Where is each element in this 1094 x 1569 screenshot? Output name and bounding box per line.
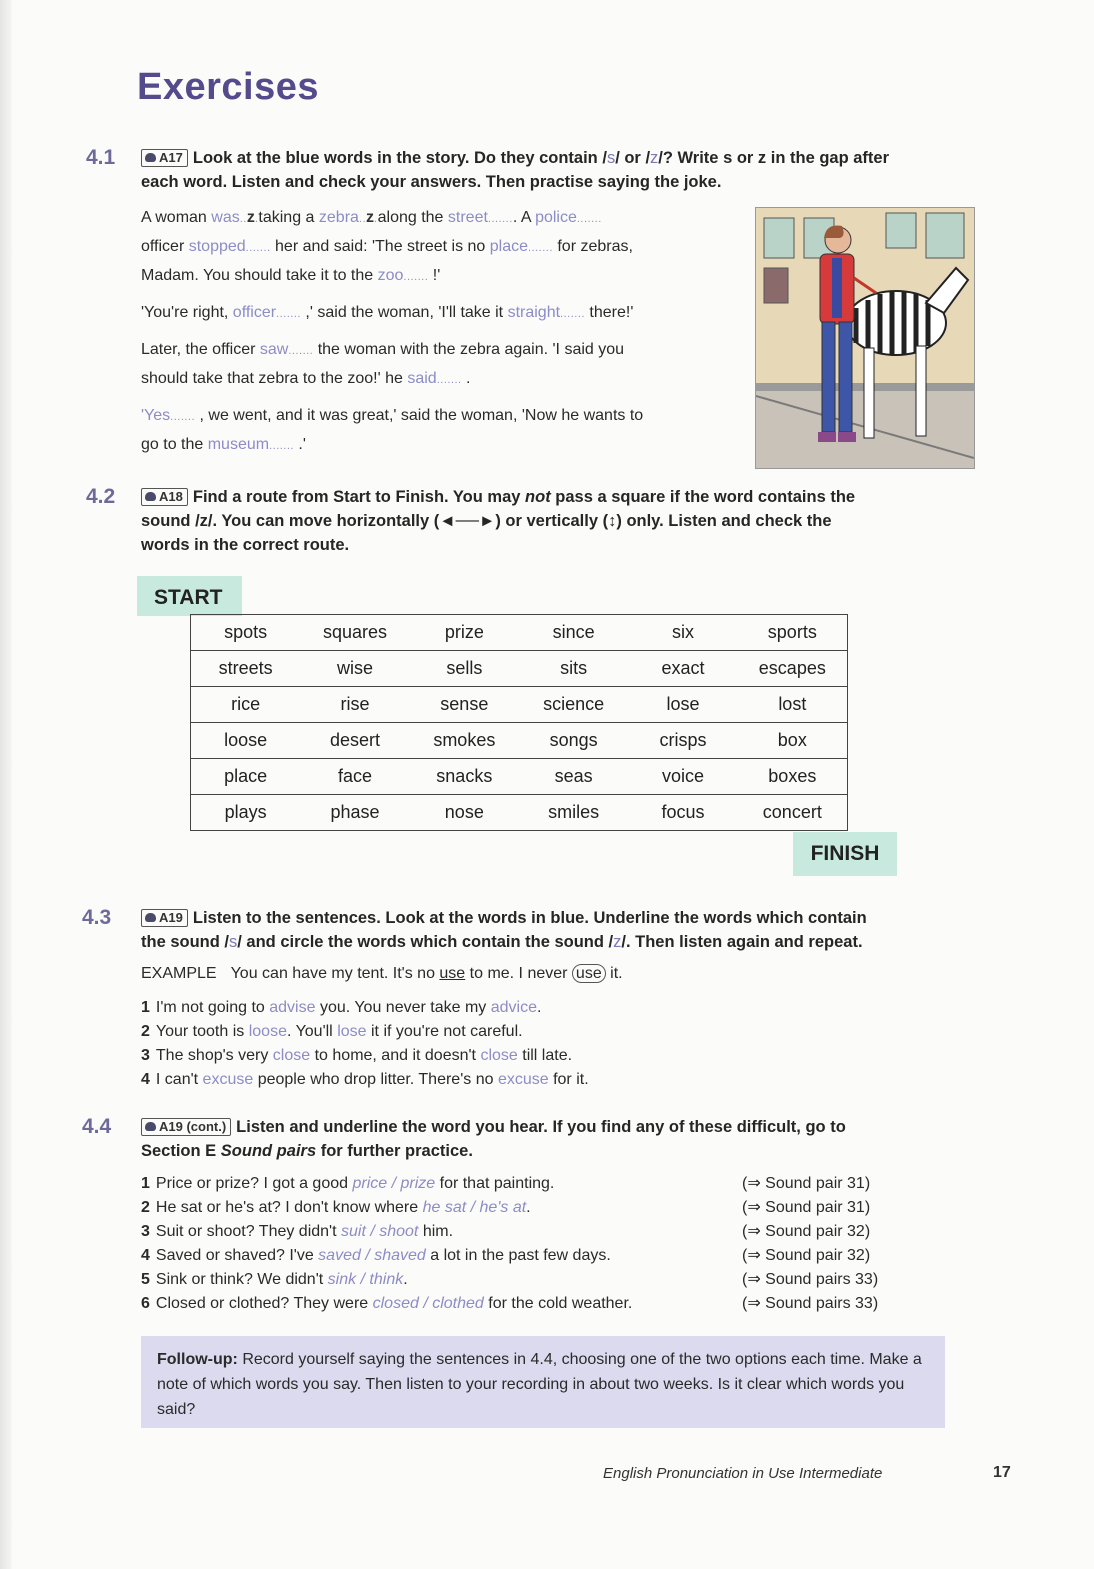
grid-cell: six (628, 615, 737, 651)
grid-cell: lost (738, 687, 848, 723)
sound-pair-reference: (⇒ Sound pair 31) (742, 1175, 871, 1192)
book-title: English Pronunciation in Use Intermediate (603, 1465, 883, 1482)
sound-pair-reference: (⇒ Sound pairs 33) (742, 1271, 879, 1288)
list-item: 2 He sat or he's at? I don't know where he sat / he's at. (141, 1199, 531, 1216)
exercise-number: 4.3 (82, 906, 112, 929)
grid-cell: lose (628, 687, 737, 723)
word-maze-grid (190, 614, 848, 831)
grid-cell: streets (191, 651, 301, 687)
sound-pair-reference: (⇒ Sound pair 32) (742, 1223, 871, 1240)
list-item: 3 The shop's very close to home, and it doesn't close till late. (141, 1047, 573, 1064)
list-item: 1 Price or prize? I got a good price / prize for that painting. (141, 1175, 555, 1192)
grid-cell: phase (300, 795, 409, 831)
start-label: START (137, 576, 242, 616)
grid-cell: wise (300, 651, 409, 687)
list-item: 2 Your tooth is loose. You'll lose it if you're not careful. (141, 1023, 523, 1040)
page-title: Exercises (137, 66, 319, 108)
story-paragraph: 'You're right, officer....... ,' said the woman, 'I'll take it straight....... there!' (141, 304, 634, 321)
horizontal-arrow-icon: ◄──► (439, 512, 496, 530)
exercise-instruction: A17 Look at the blue words in the story. Do they contain /s/ or /z/? Write s or z in the gap after each word. Listen and check your answers. Then practise saying the joke. (141, 149, 890, 191)
sound-pair-reference: (⇒ Sound pairs 33) (742, 1295, 879, 1312)
grid-cell: nose (410, 795, 519, 831)
woman-with-zebra-illustration (755, 207, 975, 469)
exercise-instruction: A18 Find a route from Start to Finish. You may not pass a square if the word contains the sound /z/. You can move horizontally (◄──►) or vertically (↕) only. Listen and check the words in the correct route. (141, 488, 856, 554)
grid-cell: since (519, 615, 628, 651)
grid-cell: smokes (410, 723, 519, 759)
sound-pair-reference: (⇒ Sound pair 31) (742, 1199, 871, 1216)
grid-cell: place (191, 759, 301, 795)
finish-label: FINISH (793, 832, 897, 876)
list-item: 1 I'm not going to advise you. You never take my advice. (141, 999, 542, 1016)
grid-cell: rise (300, 687, 409, 723)
grid-cell: seas (519, 759, 628, 795)
grid-cell: focus (628, 795, 737, 831)
audio-track-badge[interactable]: A18 (141, 488, 188, 506)
grid-row (191, 651, 848, 687)
exercise-instruction: A19 (cont.) Listen and underline the word you hear. If you find any of these difficult, go to Section E Sound pairs for further practice. (141, 1118, 846, 1160)
grid-cell: plays (191, 795, 301, 831)
story-paragraph: A woman was..z.taking a zebra..z.along the street........ A police....... officer stopped....... her and said: 'The street is no place....... for zebras, Madam. You should take it to the zoo....... !' (141, 209, 633, 284)
grid-row (191, 723, 848, 759)
follow-up-box: Follow-up: Record yourself saying the sentences in 4.4, choosing one of the two options each time. Make a note of which words you say. Then listen to your recording in about two weeks. Is it clear which words you said? (141, 1336, 945, 1428)
audio-track-badge[interactable]: A19 (cont.) (141, 1118, 231, 1136)
grid-cell: exact (628, 651, 737, 687)
grid-cell: spots (191, 615, 301, 651)
list-item: 4 I can't excuse people who drop litter. There's no excuse for it. (141, 1071, 589, 1088)
grid-row (191, 795, 848, 831)
grid-cell: box (738, 723, 848, 759)
audio-track-badge[interactable]: A17 (141, 149, 188, 167)
grid-cell: snacks (410, 759, 519, 795)
grid-row (191, 759, 848, 795)
grid-cell: loose (191, 723, 301, 759)
grid-cell: voice (628, 759, 737, 795)
grid-cell: escapes (738, 651, 848, 687)
grid-cell: sells (410, 651, 519, 687)
grid-cell: sports (738, 615, 848, 651)
list-item: 4 Saved or shaved? I've saved / shaved a lot in the past few days. (141, 1247, 611, 1264)
grid-cell: rice (191, 687, 301, 723)
grid-cell: boxes (738, 759, 848, 795)
grid-cell: songs (519, 723, 628, 759)
grid-row (191, 615, 848, 651)
grid-cell: sense (410, 687, 519, 723)
grid-cell: smiles (519, 795, 628, 831)
vertical-arrow-icon: ↕ (608, 512, 617, 530)
story-text (141, 204, 716, 460)
story-paragraph: 'Yes....... , we went, and it was great,' said the woman, 'Now he wants to go to the museum....... .' (141, 407, 644, 453)
exercise-instruction: A19 Listen to the sentences. Look at the words in blue. Underline the words which contain the sound /s/ and circle the words which contain the sound /z/. Then listen again and repeat. (141, 909, 867, 951)
grid-cell: prize (410, 615, 519, 651)
grid-cell: science (519, 687, 628, 723)
list-item: 3 Suit or shoot? They didn't suit / shoot him. (141, 1223, 454, 1240)
exercise-number: 4.4 (82, 1115, 112, 1138)
grid-cell: squares (300, 615, 409, 651)
list-item: 6 Closed or clothed? They were closed / clothed for the cold weather. (141, 1295, 633, 1312)
story-paragraph: Later, the officer saw....... the woman with the zebra again. 'I said you should take that zebra to the zoo!' he said....... . (141, 341, 625, 387)
grid-cell: crisps (628, 723, 737, 759)
page-spine-shadow (0, 0, 12, 1569)
grid-cell: sits (519, 651, 628, 687)
list-item: 5 Sink or think? We didn't sink / think. (141, 1271, 408, 1288)
grid-cell: concert (738, 795, 848, 831)
exercise-number: 4.2 (86, 485, 116, 508)
audio-track-badge[interactable]: A19 (141, 909, 188, 927)
exercise-number: 4.1 (86, 146, 116, 169)
sound-pair-reference: (⇒ Sound pair 32) (742, 1247, 871, 1264)
page-number: 17 (993, 1464, 1011, 1481)
grid-cell: desert (300, 723, 409, 759)
grid-row (191, 687, 848, 723)
example-sentence: EXAMPLE You can have my tent. It's no use to me. I never use it. (141, 965, 623, 982)
grid-cell: face (300, 759, 409, 795)
